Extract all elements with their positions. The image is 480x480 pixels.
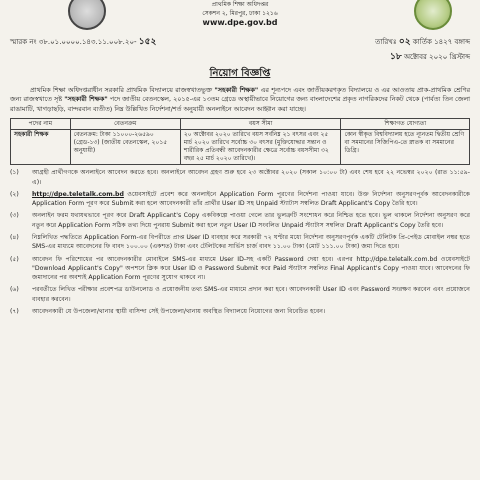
date-bn-rest: কার্তিক ১৪২৭ বঙ্গাব্দ (412, 38, 470, 46)
notice-date (375, 34, 470, 64)
list-item (10, 285, 470, 304)
office-website: www.dpe.gov.bd (202, 18, 278, 27)
item-text: আবেদন ফি পরিশোধের পর আবেদনকারীর মোবাইলে SMS-এর মাধ্যমে User ID-সহ একটি Password দেয়া হবে। এরপর http://dpe.teletalk.com.bd ওয়েবসাইটে "Download Applicant's Copy" অপশনে ক্লিক করে User ID ও Password Submit করে Paid স্ট্যাটাস সম্বলিত Final Applicant's Copy পাওয়া যাবে। আবেদনের ফি জমাদানের পর অবশ্যই Application Form পূরণের সুযোগ থাকবে না। (32, 255, 470, 282)
date-en-day: ১৮ (390, 52, 402, 62)
office-name: প্রাথমিক শিক্ষা অধিদপ্তর (211, 1, 269, 8)
col-pay: বেতনক্রম (70, 119, 180, 130)
memo-label: স্মারক নং (10, 38, 37, 46)
item-number: (৫) (10, 255, 19, 263)
intro-part-2: এর শূন্যপদে এবং জাতীয়করণকৃত বিদ্যালয়ে ও এর আওতায় প্রাক-প্রাথমিক শ্রেণির জন্য রাজস্বখাতে সৃষ্ট (10, 86, 470, 104)
date-en-rest: অক্টোবর ২০২০ খ্রিস্টাব্দ (403, 53, 470, 61)
item-number: (৩) (10, 212, 19, 220)
table-header-row (11, 119, 470, 130)
list-item (10, 211, 470, 230)
col-post: পদের নাম (11, 119, 71, 130)
col-age: বয়স সীমা (180, 119, 341, 130)
item-text: আবেদনকারী যে উপজেলা/থানার স্থায়ী বাসিন্দা সেই উপজেলা/থানায় অবস্থিত বিদ্যালয়ে নিয়োগের জন্য বিবেচিত হবেন। (32, 308, 326, 316)
intro-part-3: পদে জাতীয় বেতনস্কেল, ২০১৫-এর ১৩তম গ্রেডে অস্থায়ীভাবে নিয়োগের জন্য বাংলাদেশের প্রকৃত নাগরিকদের নিকট থেকে (পার্বত্য তিন জেলা রাঙামাটি, খাগড়াছড়ি, বান্দরবান ব্যতীত) নিম্ন উল্লিখিত নির্দেশনা/শর্ত অনুযায়ী অনলাইনে আবেদন আহ্বান করা যাচ্ছে। (10, 95, 470, 113)
intro-part-1: প্রাথমিক শিক্ষা অধিদপ্তরাধীন সরকারি প্রাথমিক বিদ্যালয়ে রাজস্বখাতভুক্ত (30, 86, 213, 94)
letterhead (10, 0, 470, 30)
notice-title: নিয়োগ বিজ্ঞপ্তি (209, 68, 271, 79)
list-item (10, 233, 470, 252)
list-item (10, 190, 470, 209)
item-number: (৬) (10, 286, 19, 294)
item-text: পরবর্তীতে লিখিত পরীক্ষার প্রবেশপত্র ডাউনলোড ও প্রয়োজনীয় তথ্য SMS-এর মাধ্যমে প্রদান করা হবে। আবেদনকারী User ID এবং Password সংরক্ষণ করবেন এবং প্রয়োজনে ব্যবহার করবেন। (32, 286, 470, 303)
item-number: (৭) (10, 308, 19, 316)
memo-reference (10, 34, 156, 64)
application-website-link[interactable]: http://dpe.teletalk.com.bd (32, 190, 124, 198)
item-text: আগ্রহী প্রার্থীগণকে অনলাইনে আবেদন করতে হবে। অনলাইনে আবেদন গ্রহণ শুরু হবে ২৩ অক্টোবর ২০২০ (সকাল ১০:০০ টা) এবং শেষ হবে ২২ নভেম্বর ২০২০ (রাত ১১:৫৯-এ)। (32, 169, 470, 186)
col-edu: শিক্ষাগত যোগ্যতা (341, 119, 470, 130)
cell-pay: বেতনক্রম: টাকা ১১০০০-২৬৫৯০ (গ্রেড-১৩) (জাতীয় বেতনস্কেল, ২০১৫ অনুযায়ী) (70, 130, 180, 165)
memo-text: ৩৮.০১.০০০০.১৪৩.১১.০০৮.২০- (38, 38, 137, 46)
item-number: (২) (10, 190, 19, 198)
cell-post: সহকারী শিক্ষক (11, 130, 71, 165)
memo-number: ১৫২ (138, 37, 157, 47)
notice-intro (10, 86, 470, 114)
table-row (11, 130, 470, 165)
date-label: তারিখঃ (375, 38, 397, 46)
intro-highlight-2: "সহকারী শিক্ষক" (64, 95, 108, 104)
date-bn-day: ০২ (398, 37, 411, 47)
reference-row (10, 34, 470, 64)
list-item (10, 255, 470, 283)
intro-highlight-1: "সহকারী শিক্ষক" (214, 86, 259, 94)
cell-edu: কোন স্বীকৃত বিশ্ববিদ্যালয় হতে ন্যূনতম দ্বিতীয় শ্রেণি বা সমমানের সিজিপিএ-তে স্নাতক বা সমমানের ডিগ্রি। (341, 130, 470, 165)
item-text-body: ওয়েবসাইটে প্রবেশ করে অনলাইনে Application Form পূরণের নির্দেশনা পাওয়া যাবে। উক্ত নির্দেশনা অনুসরণপূর্বক আবেদনকারীকে Application Form পূরণ করে Submit করা হলে আবেদনকারী তাঁর প্রার্থীর User ID সহ Unpaid স্ট্যাটাস সম্বলিত Draft Applicant's Copy তৈরি হবে। (32, 190, 471, 208)
cell-age: ২০ অক্টোবর ২০২০ তারিখে বয়স সর্বনিম্ন ২১ বৎসর এবং ২৫ মার্চ ২০২০ তারিখে সর্বোচ্চ ৩০ বৎসর (মুক্তিযোদ্ধার সন্তান ও শারীরিক প্রতিবন্ধী আবেদনকারীর ক্ষেত্রে সর্বোচ্চ বয়সসীমা ৩২ বছর ২৫ মার্চ ২০২০ তারিখে)। (180, 130, 341, 165)
item-number: (৪) (10, 234, 19, 241)
list-item (10, 168, 470, 187)
list-item (10, 307, 470, 316)
item-number: (১) (10, 169, 19, 177)
office-address: সেকশন ২, মিরপুর, ঢাকা ১২১৬ (202, 10, 278, 17)
post-details-table (10, 118, 470, 165)
item-text (32, 190, 470, 209)
instruction-list (10, 168, 470, 316)
item-text: অনলাইন ফরম যথাযথভাবে পূরণ করে Draft Applicant's Copy একবিকল্পে পাওয়া গেলে তার ভুলত্রুটি সংশোধন করে নিশ্চিত হতে হবে। ভুল থাকলে নির্দেশনা অনুসরণ করে নতুন করে Application Form সঠিক তথ্য দিয়ে পুনরায় Submit করা হলে নতুন User ID সংবলিত Unpaid স্ট্যাটাস সম্বলিত Draft Applicant's Copy তৈরি হবে। (32, 212, 470, 229)
item-text: নিম্নলিখিত পদ্ধতিতে Application Form-এর বিপরীতে প্রাপ্ত User ID ব্যবহার করে সরকারী ৭২ ঘণ্টার মধ্যে নির্দেশনা অনুসরণপূর্বক একটি টেলিটক প্রি-পেইড মোবাইল নম্বর হতে SMS-এর মাধ্যমে আবেদনের ফি বাবদ ১০০.০০ (একশত) টাকা এবং টেলিটকের সার্ভিস চার্জ বাবদ ১১.০০ টাকা (মোট ১১১.০০ টাকা) জমা দিতে হবে। (32, 234, 470, 251)
